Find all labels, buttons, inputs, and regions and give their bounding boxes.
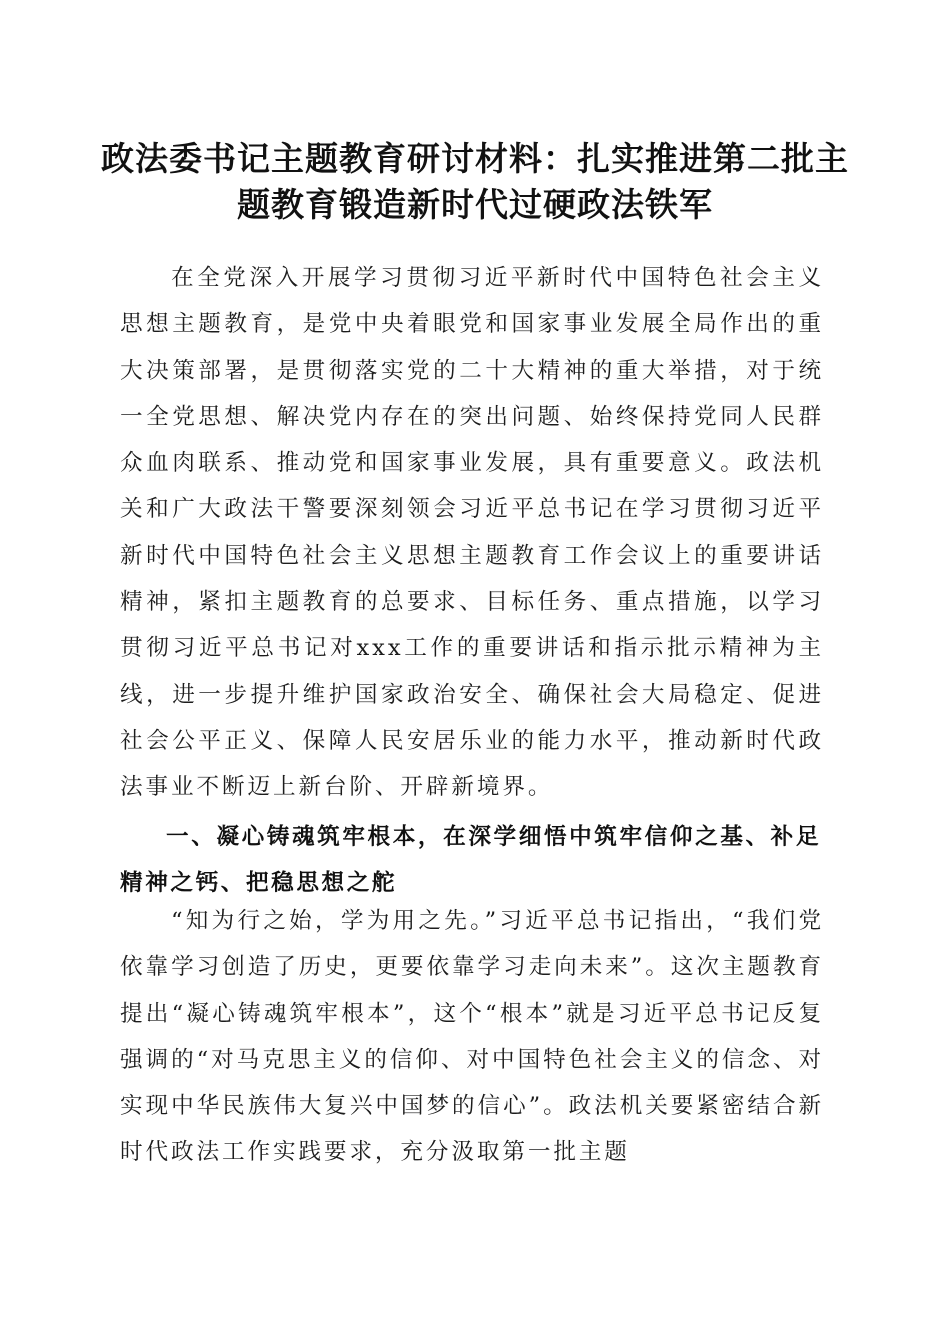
document-title: 政法委书记主题教育研讨材料：扎实推进第二批主题教育锻造新时代过硬政法铁军 [101,139,849,224]
section-heading: 一、凝心铸魂筑牢根本，在深学细悟中筑牢信仰之基、补足精神之钙、把稳思想之舵 [120,824,822,897]
intro-paragraph: 在全党深入开展学习贯彻习近平新时代中国特色社会主义思想主题教育，是党中央着眼党和国家事业发展全局作出的重大决策部署，是贯彻落实党的二十大精神的重大举措，对于统一全党思想、解决党内存在的突出问题、始终保持党同人民群众血肉联系、推动党和国家事业发展，具有重要意义。政法机关和广大政法干警要深刻领会习近平总书记在学习贯彻习近平新时代中国特色社会主义思想主题教育工作会议上的重要讲话精神，紧扣主题教育的总要求、目标任务、重点措施，以学习贯彻习近平总书记对xxx工作的重要讲话和指示批示精神为主线，进一步提升维护国家政治安全、确保社会大局稳定、促进社会公平正义、保障人民安居乐业的能力水平，推动新时代政法事业不断迈上新台阶、开辟新境界。 [120,265,824,801]
section-paragraph: “知为行之始，学为用之先。”习近平总书记指出，“我们党依靠学习创造了历史，更要依靠学习走向未来”。这次主题教育提出“凝心铸魂筑牢根本”，这个“根本”就是习近平总书记反复强调的“对马克思主义的信仰、对中国特色社会主义的信念、对实现中华民族伟大复兴中国梦的信心”。政法机关要紧密结合新时代政法工作实践要求，充分汲取第一批主题 [120,908,825,1166]
